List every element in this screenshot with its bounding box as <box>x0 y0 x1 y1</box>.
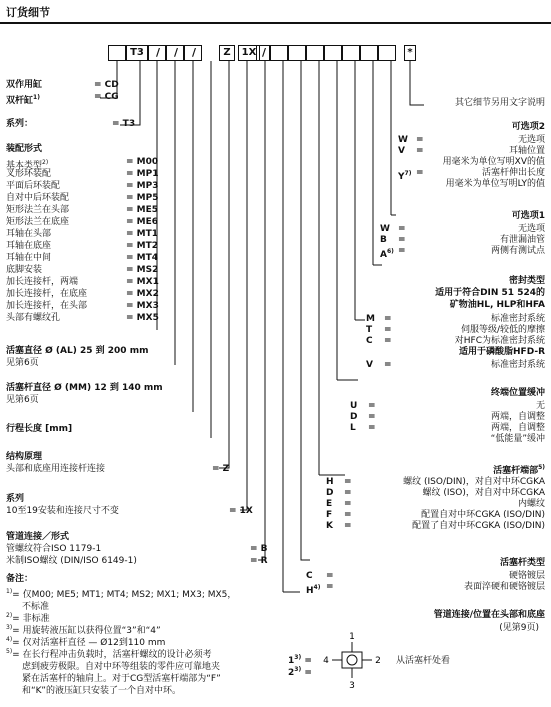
port-pos-heading: 管道连接/位置在头部和底座 <box>433 610 545 620</box>
option-eq: = <box>384 360 392 370</box>
option-text: 用毫米为单位写明XV的值 <box>442 157 545 167</box>
option-eq: = <box>344 510 352 520</box>
option-eq: = <box>344 477 352 487</box>
mount-code: = MT2 <box>126 241 159 251</box>
note-line: 不标准 <box>22 602 50 612</box>
note-line: 虑到疲劳极限。自对中环等组装的零件应可靠地夹 <box>22 662 221 672</box>
mount-code: = MX1 <box>126 277 159 287</box>
option-code: M <box>366 314 375 324</box>
option-text: 配置自对中环CGKA (ISO/DIN) <box>421 510 545 520</box>
option-text: 无 <box>535 401 545 411</box>
option-text: 螺纹 (ISO)，对自对中环CGKA <box>422 488 545 498</box>
mount-label: 加长连接杆，在头部 <box>6 301 88 311</box>
option-code: C <box>366 336 373 346</box>
mount-code: = ME5 <box>126 205 159 215</box>
option-text: 有泄漏油管 <box>499 235 545 245</box>
mount-code: = MP5 <box>126 193 159 203</box>
note-line: $^{4)}$= 仅对活塞杆直径 — Ø12到110 mm <box>6 636 166 648</box>
mount-label: 加长连接杆，在底座 <box>6 289 88 299</box>
option-text: “低能量”缓冲 <box>490 434 545 444</box>
port-pos-3: 3 <box>349 681 355 690</box>
option-eq: = <box>344 521 352 531</box>
option-code: B <box>380 235 387 245</box>
note-line: $^{5)}$= 在长行程冲击负载时，活塞杆螺纹的设计必须考 <box>6 648 212 660</box>
option-code: K <box>326 521 333 531</box>
code-box: * <box>404 45 416 61</box>
option-text: 螺纹 (ISO/DIN)，对自对中环CGKA <box>403 477 545 487</box>
option-eq: = <box>368 423 376 433</box>
rod-type-heading: 活塞杆类型 <box>499 558 545 568</box>
option-eq: = <box>326 571 334 581</box>
port-type-b-label: 管螺纹符合ISO 1179-1 <box>6 544 102 554</box>
mount-label: 平面后环装配 <box>6 181 61 191</box>
mount-code: = MX3 <box>126 301 159 311</box>
option-text: 表面淬硬和硬铬镀层 <box>463 582 545 592</box>
mount-label: 叉形环装配 <box>6 169 52 179</box>
note-line: $^{2)}$= 非标准 <box>6 612 50 624</box>
option-code: D <box>350 412 358 422</box>
note-line: $^{3)}$= 用旋转液压缸以获得位置“3”和“4” <box>6 624 161 636</box>
option-text: 无选项 <box>517 224 545 234</box>
port-pos-1: 1 <box>349 632 355 642</box>
mount-label: 耳轴在中间 <box>6 253 52 263</box>
stroke-label: 行程长度 [mm] <box>6 424 73 434</box>
mount-code: = MP3 <box>126 181 159 191</box>
design-code: = Z <box>212 464 230 474</box>
option-text: 配置了自对中环CGKA (ISO/DIN) <box>412 521 545 531</box>
option-eq: = <box>344 488 352 498</box>
cylinder-face-icon <box>342 652 362 668</box>
mount-label: 自对中后环装配 <box>6 193 70 203</box>
option-code: T <box>366 325 373 335</box>
option-code: $Y^{7)}$ <box>398 170 412 182</box>
code-box: / <box>192 46 197 59</box>
code-box: / <box>174 46 179 59</box>
option-eq: = <box>398 224 406 234</box>
mount-code: = M00 <box>126 157 159 167</box>
mount-code: = MX2 <box>126 289 159 299</box>
option-text: 标准密封系统 <box>490 360 545 370</box>
option1-heading: 可选项1 <box>511 211 545 221</box>
port-type-heading: 管道连接／形式 <box>6 532 70 542</box>
option-eq: = <box>384 314 392 324</box>
option-code: U <box>350 401 358 411</box>
option-eq: = <box>416 146 424 156</box>
rod-dia-label: 活塞杆直径 Ø (MM) 12 到 140 mm <box>6 383 163 393</box>
mount-heading: 装配形式 <box>6 144 43 154</box>
option-code: F <box>326 510 333 520</box>
piston-dia-note: 见第6页 <box>6 358 39 368</box>
option-text: 用毫米为单位写明LY的值 <box>445 179 545 189</box>
note-line: 紧在活塞杆的轴肩上。对于CG型活塞杆端部为“F” <box>22 674 221 684</box>
option-eq: = <box>368 401 376 411</box>
option-code: $H^{4)}$ <box>306 584 321 596</box>
option-text: 标准密封系统 <box>490 314 545 324</box>
mount-code: = MX5 <box>126 313 159 323</box>
option-text: 对HFC为标准密封系统 <box>454 336 545 346</box>
port-position-diagram <box>320 630 390 690</box>
code-box: / <box>262 46 267 59</box>
option-eq: = <box>384 325 392 335</box>
mount-code: = ME6 <box>126 217 159 227</box>
mount-label: 耳轴在头部 <box>6 229 52 239</box>
port-pos-2: 2 <box>375 656 381 666</box>
mount-label: 矩形法兰在头部 <box>6 205 70 215</box>
option-text: 耳轴位置 <box>508 146 545 156</box>
mount-label: 矩形法兰在底座 <box>6 217 70 227</box>
notes-heading: 备注： <box>6 574 34 584</box>
port-type-r-label: 米制ISO螺纹 (DIN/ISO 6149-1) <box>6 556 137 566</box>
port-pos-line2: 2$^{3)}$ = <box>288 666 312 678</box>
seals-sub2: 矿物油HL, HLP和HFA <box>449 300 545 310</box>
seals-sub3: 适用于磷酸脂HFD-R <box>459 347 545 357</box>
cushion-heading: 终端位置缓冲 <box>490 388 545 398</box>
option-eq: = <box>368 412 376 422</box>
option-code: L <box>350 423 356 433</box>
code-box: T3 <box>126 45 148 61</box>
cylinder-type-cg-code: = CG <box>94 92 119 102</box>
code-box: 1X <box>238 45 260 61</box>
piston-dia-label: 活塞直径 Ø (AL) 25 到 200 mm <box>6 346 149 356</box>
design-heading: 结构原理 <box>6 452 43 462</box>
option-code: V <box>398 146 405 156</box>
mount-label: 耳轴在底座 <box>6 241 52 251</box>
series-bottom-heading: 系列 <box>6 494 25 504</box>
cylinder-type-cg-label: 双杆缸$^{1)}$ <box>6 94 40 106</box>
option-code: H <box>326 477 334 487</box>
mount-code: = MT4 <box>126 253 159 263</box>
seals-heading: 密封类型 <box>508 276 545 286</box>
mount-code: = MS2 <box>126 265 159 275</box>
rod-dia-note: 见第6页 <box>6 395 39 405</box>
page-title: 订货细节 <box>6 6 50 19</box>
option-text: 两端，自调整 <box>490 423 545 433</box>
option-eq: = <box>416 135 424 145</box>
rod-end-heading: 活塞杆端部$^{5)}$ <box>493 464 545 476</box>
mount-code: = MP1 <box>126 169 159 179</box>
series-top-code: = T3 <box>112 119 136 129</box>
port-type-r-code: = R <box>250 556 268 566</box>
mount-label: 加长连接杆，两端 <box>6 277 79 287</box>
series-top-label: 系列： <box>6 119 34 129</box>
option-code: E <box>326 499 333 509</box>
option-code: W <box>398 135 408 145</box>
option-code: D <box>326 488 334 498</box>
cylinder-type-cd-code: = CD <box>94 80 119 90</box>
option-eq: = <box>398 246 406 256</box>
option-code: $A^{6)}$ <box>380 248 394 260</box>
port-pos-line1: 1$^{3)}$ = <box>288 654 312 666</box>
design-label: 头部和底座用连接杆连接 <box>6 464 106 474</box>
option-text: 两端，自调整 <box>490 412 545 422</box>
port-type-b-code: = B <box>250 544 268 554</box>
port-pos-note: (见第9页) <box>499 623 539 633</box>
mount-label: 基本类型$^{2)}$ <box>6 159 49 171</box>
seals-sub1: 适用于符合DIN 51 524的 <box>435 288 545 298</box>
other-details-text: 其它细节另用文字说明 <box>454 98 545 108</box>
option-eq: = <box>326 582 334 592</box>
option2-heading: 可选项2 <box>511 122 545 132</box>
option-text: 硬铬镀层 <box>508 571 545 581</box>
cylinder-type-cd-label: 双作用缸 <box>6 80 43 90</box>
series-bottom-label: 10至19安装和连接尺寸不变 <box>6 506 119 516</box>
mount-code: = MT1 <box>126 229 159 239</box>
mount-label: 头部有螺纹孔 <box>6 313 61 323</box>
option-eq: = <box>384 336 392 346</box>
code-box: / <box>156 46 161 59</box>
series-bottom-code: = 1X <box>229 506 253 516</box>
option-eq: = <box>344 499 352 509</box>
note-line: 和“K”的液压缸只安装了一个自对中环。 <box>22 686 181 696</box>
port-pos-4: 4 <box>323 656 329 666</box>
option-text: 无选项 <box>517 135 545 145</box>
option-code: C <box>306 571 313 581</box>
code-box: Z <box>219 45 235 61</box>
option-text: 内螺纹 <box>517 499 545 509</box>
port-pos-view-text: 从活塞杆处看 <box>396 656 451 666</box>
option-text: 活塞杆伸出长度 <box>481 168 545 178</box>
mount-label: 底脚安装 <box>6 265 43 275</box>
option-text: 伺服等级/较低的摩擦 <box>460 325 545 335</box>
note-line: $^{1)}$= 仅M00; ME5; MT1; MT4; MS2; MX1; MX3; MX5， <box>6 588 237 600</box>
option-eq: = <box>416 168 424 178</box>
option-code: V <box>366 360 373 370</box>
option-eq: = <box>398 235 406 245</box>
option-code: W <box>380 224 390 234</box>
option-text: 两侧有测试点 <box>490 246 545 256</box>
